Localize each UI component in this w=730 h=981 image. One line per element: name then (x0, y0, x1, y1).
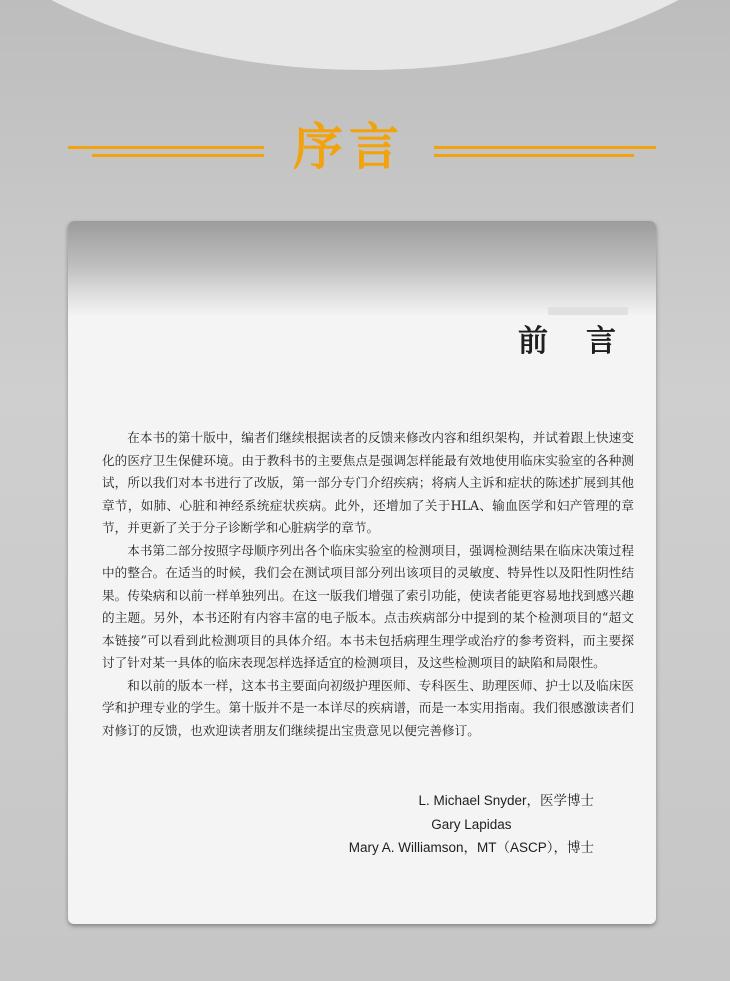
book-page-photo (68, 221, 656, 924)
author-1: L. Michael Snyder，医学博士 (418, 793, 594, 808)
section-banner (0, 112, 730, 182)
page-top-shadow (68, 221, 656, 317)
bleed-through-mark (548, 307, 628, 315)
preface-body (102, 427, 634, 742)
banner-title: 序言 (293, 118, 405, 176)
author-2: Gary Lapidas (431, 816, 512, 832)
paragraph-2: 本书第二部分按照字母顺序列出各个临床实验室的检测项目，强调检测结果在临床决策过程中的整合。在适当的时候，我们会在测试项目部分列出该项目的灵敏度、特异性以及阳性阴性结果。传染病和以前一样单独列出。在这一版我们增强了索引功能，使读者能更容易地找到感兴趣的主题。另外，本书还附有内容丰富的电子版本。点击疾病部分中提到的某个检测项目的“超文本链接”可以看到此检测项目的具体介绍。本书未包括病理生理学或治疗的参考资料，而主要探讨了针对某一具体的临床表现怎样选择适宜的检测项目，及这些检测项目的缺陷和局限性。 (102, 542, 634, 670)
banner-line-right-upper (434, 146, 656, 149)
background-arc (0, 0, 730, 70)
banner-line-left-upper (68, 146, 264, 149)
author-3: Mary A. Williamson，MT（ASCP），博士 (348, 840, 594, 855)
banner-line-right-lower (434, 154, 634, 157)
paragraph-3: 和以前的版本一样，这本书主要面向初级护理医师、专科医生、助理医师、护士以及临床医学和护理专业的学生。第十版并不是一本详尽的疾病谱，而是一本实用指南。我们很感激读者们对修订的反馈，也欢迎读者朋友们继续提出宝贵意见以便完善修订。 (102, 677, 634, 738)
page-heading: 前言 (518, 324, 654, 359)
author-signatures (349, 789, 594, 860)
banner-line-left-lower (92, 154, 264, 157)
paragraph-1: 在本书的第十版中，编者们继续根据读者的反馈来修改内容和组织架构，并试着跟上快速变化的医疗卫生保健环境。由于教科书的主要焦点是强调怎样能最有效地使用临床实验室的各种测试，所以我们对本书进行了改版，第一部分专门介绍疾病；将病人主诉和症状的陈述扩展到其他章节，如肺、心脏和神经系统症状疾病。此外，还增加了关于HLA、输血医学和妇产管理的章节，并更新了关于分子诊断学和心脏病学的章节。 (102, 430, 634, 535)
